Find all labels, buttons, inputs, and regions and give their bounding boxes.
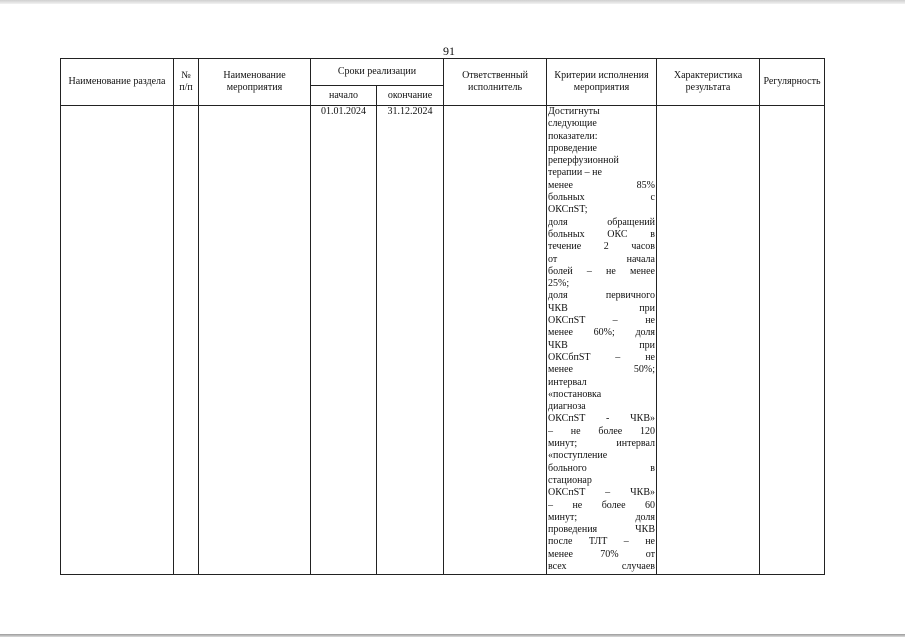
criteria-line: «поступление bbox=[548, 450, 608, 462]
cell-end-date: 31.12.2024 bbox=[377, 106, 444, 575]
criteria-line: ЧКВ при bbox=[548, 339, 655, 351]
criteria-line: после ТЛТ – не bbox=[548, 536, 655, 548]
header-end: окончание bbox=[377, 86, 444, 106]
cell-number bbox=[174, 106, 199, 575]
criteria-line: минут; доля bbox=[548, 511, 655, 523]
criteria-line: – не более 120 bbox=[548, 425, 655, 437]
header-period: Сроки реализации bbox=[311, 59, 444, 86]
criteria-line: болей – не менее bbox=[548, 265, 655, 277]
cell-criteria bbox=[547, 106, 657, 575]
criteria-line: интервал bbox=[548, 376, 587, 388]
criteria-line: менее 60%; доля bbox=[548, 327, 655, 339]
page-number: 91 bbox=[443, 44, 455, 58]
cell-regularity bbox=[760, 106, 825, 575]
header-section-name: Наименование раздела bbox=[61, 59, 174, 106]
criteria-line: ЧКВ при bbox=[548, 302, 655, 314]
criteria-line: течение 2 часов bbox=[548, 241, 655, 253]
criteria-line: проведения ЧКВ bbox=[548, 524, 655, 536]
cell-responsible bbox=[444, 106, 547, 575]
criteria-line: менее 70% от bbox=[548, 548, 655, 560]
criteria-line: диагноза bbox=[548, 401, 586, 413]
criteria-line: реперфузионной bbox=[548, 155, 619, 167]
criteria-line: «постановка bbox=[548, 388, 602, 400]
criteria-line: доля обращений bbox=[548, 216, 655, 228]
criteria-line: больных с bbox=[548, 192, 655, 204]
cell-result bbox=[657, 106, 760, 575]
table-row bbox=[61, 106, 825, 575]
criteria-line: ОКСпST; bbox=[548, 204, 588, 216]
criteria-line: терапии – не bbox=[548, 167, 602, 179]
criteria-line: ОКСпST - ЧКВ» bbox=[548, 413, 655, 425]
criteria-line: минут; интервал bbox=[548, 438, 655, 450]
criteria-line: 25%; bbox=[548, 278, 570, 290]
header-regularity: Регулярность bbox=[760, 59, 825, 106]
criteria-line: Достигнуты bbox=[548, 106, 600, 117]
header-criteria: Критерии исполнения мероприятия bbox=[547, 59, 657, 106]
header-start: начало bbox=[311, 86, 377, 106]
criteria-line: показатели: bbox=[548, 130, 598, 142]
header-number: № п/п bbox=[174, 59, 199, 106]
criteria-line: стационар bbox=[548, 474, 592, 486]
criteria-line: от начала bbox=[548, 253, 655, 265]
criteria-line: больных ОКС в bbox=[548, 228, 655, 240]
cell-event-name bbox=[199, 106, 311, 575]
criteria-line: всех случаев bbox=[548, 560, 655, 572]
criteria-line: ОКСбпST – не bbox=[548, 351, 655, 363]
header-responsible: Ответственный исполнитель bbox=[444, 59, 547, 106]
bottom-border bbox=[0, 634, 905, 637]
header-result: Характеристика результата bbox=[657, 59, 760, 106]
criteria-line: – не более 60 bbox=[548, 499, 655, 511]
criteria-line: доля первичного bbox=[548, 290, 655, 302]
header-event-name: Наименование мероприятия bbox=[199, 59, 311, 106]
cell-start-date: 01.01.2024 bbox=[311, 106, 377, 575]
criteria-line: ОКСпST – не bbox=[548, 315, 655, 327]
top-border bbox=[0, 0, 905, 4]
criteria-line: следующие bbox=[548, 118, 597, 130]
criteria-line: проведение bbox=[548, 142, 597, 154]
criteria-line: менее 85% bbox=[548, 179, 655, 191]
events-table bbox=[60, 58, 825, 575]
criteria-line: ОКСпST – ЧКВ» bbox=[548, 487, 655, 499]
criteria-line: менее 50%; bbox=[548, 364, 655, 376]
criteria-line: больного в bbox=[548, 462, 655, 474]
cell-section-name bbox=[61, 106, 174, 575]
